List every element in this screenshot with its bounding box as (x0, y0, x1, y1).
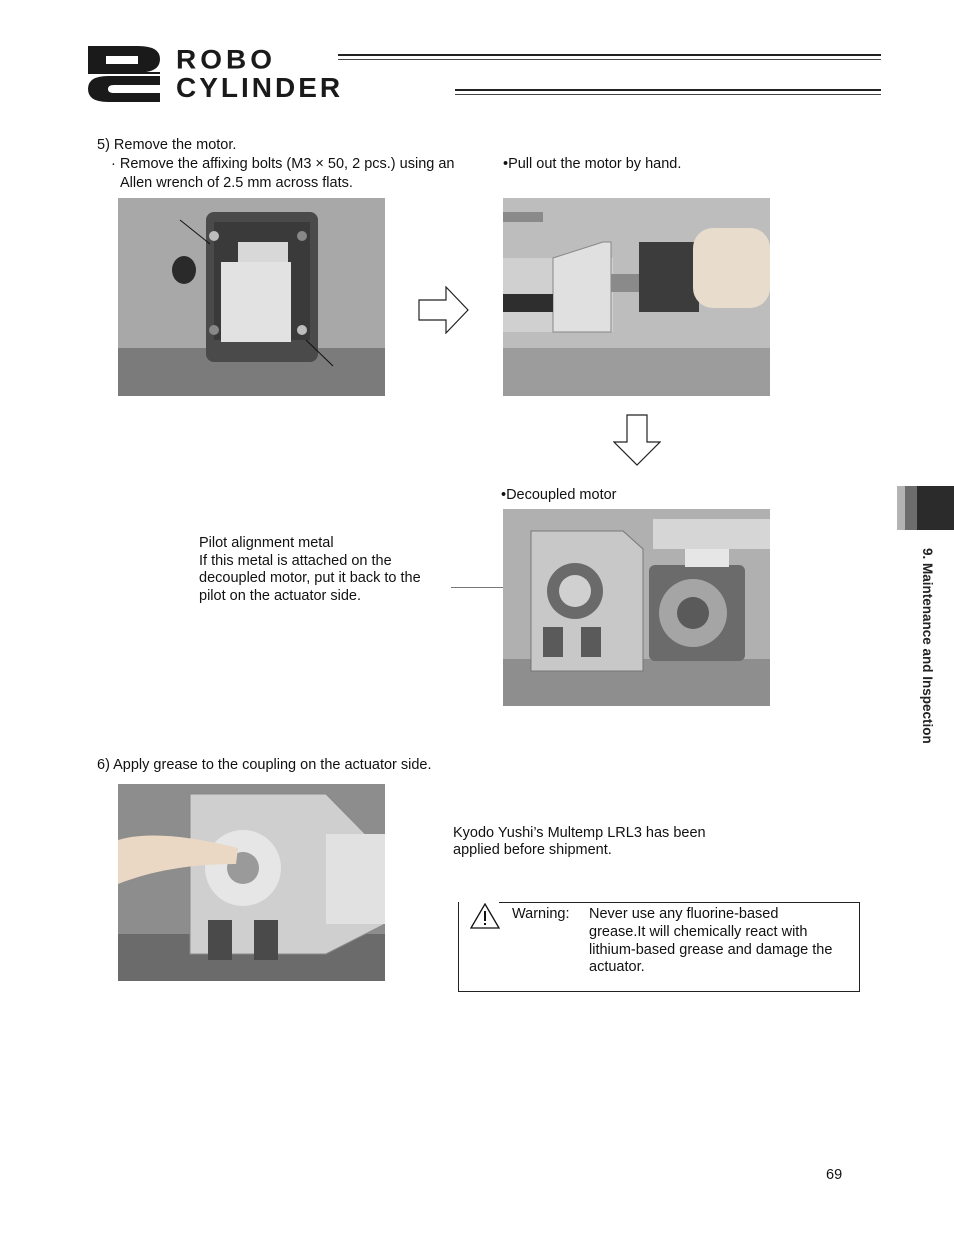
photo-decoupled-motor (503, 509, 770, 706)
warning-text-line2: grease.It will chemically react with (589, 924, 808, 940)
step5-bullet-bolts-line1: · Remove the affixing bolts (M3 × 50, 2 pcs.) using an (111, 156, 455, 172)
step5-title: 5) Remove the motor. (97, 137, 237, 153)
header-rule-bottom-thin (455, 94, 881, 95)
warning-box-top-border (499, 902, 860, 903)
page-number: 69 (826, 1167, 843, 1183)
chapter-side-label (918, 548, 938, 788)
pilot-alignment-line3: pilot on the actuator side. (199, 588, 362, 604)
arrow-right-icon (418, 286, 470, 334)
grease-note-line2: applied before shipment. (453, 842, 612, 858)
grease-note-line1: Kyodo Yushi’s Multemp LRL3 has been (453, 825, 706, 841)
step5-bullet-bolts-line2: Allen wrench of 2.5 mm across flats. (120, 175, 353, 191)
side-tab-stripe-light (897, 486, 905, 530)
warning-text-line1: Never use any fluorine-based (589, 906, 779, 922)
header-rule-bottom (455, 89, 881, 91)
pilot-alignment-line2: decoupled motor, put it back to the (199, 570, 421, 586)
step5-bullet-decoupled: •Decoupled motor (501, 487, 617, 503)
warning-triangle-icon (470, 903, 500, 929)
warning-text-line3: lithium-based grease and damage the (589, 942, 833, 958)
step6-title: 6) Apply grease to the coupling on the actuator side. (97, 757, 432, 773)
warning-text-line4: actuator. (589, 959, 645, 975)
robo-cylinder-logo (86, 44, 446, 104)
logo-text-cylinder: CYLINDER (176, 72, 344, 103)
warning-label: Warning: (512, 906, 570, 922)
photo-motor-bolts (118, 198, 385, 396)
logo-text-robo: ROBO (176, 44, 276, 75)
arrow-down-icon (613, 414, 661, 466)
pilot-alignment-title: Pilot alignment metal (199, 535, 334, 551)
chapter-side-label-text: 9. Maintenance and Inspection (920, 548, 935, 744)
photo-apply-grease (118, 784, 385, 981)
header-rule-top (338, 54, 881, 56)
step5-bullet-pull-motor: •Pull out the motor by hand. (503, 156, 682, 172)
side-tab-stripe-mid (905, 486, 917, 530)
pilot-alignment-line1: If this metal is attached on the (199, 553, 392, 569)
header-rule-top-thin (338, 59, 881, 60)
side-tab-block (917, 486, 954, 530)
photo-pull-motor (503, 198, 770, 396)
